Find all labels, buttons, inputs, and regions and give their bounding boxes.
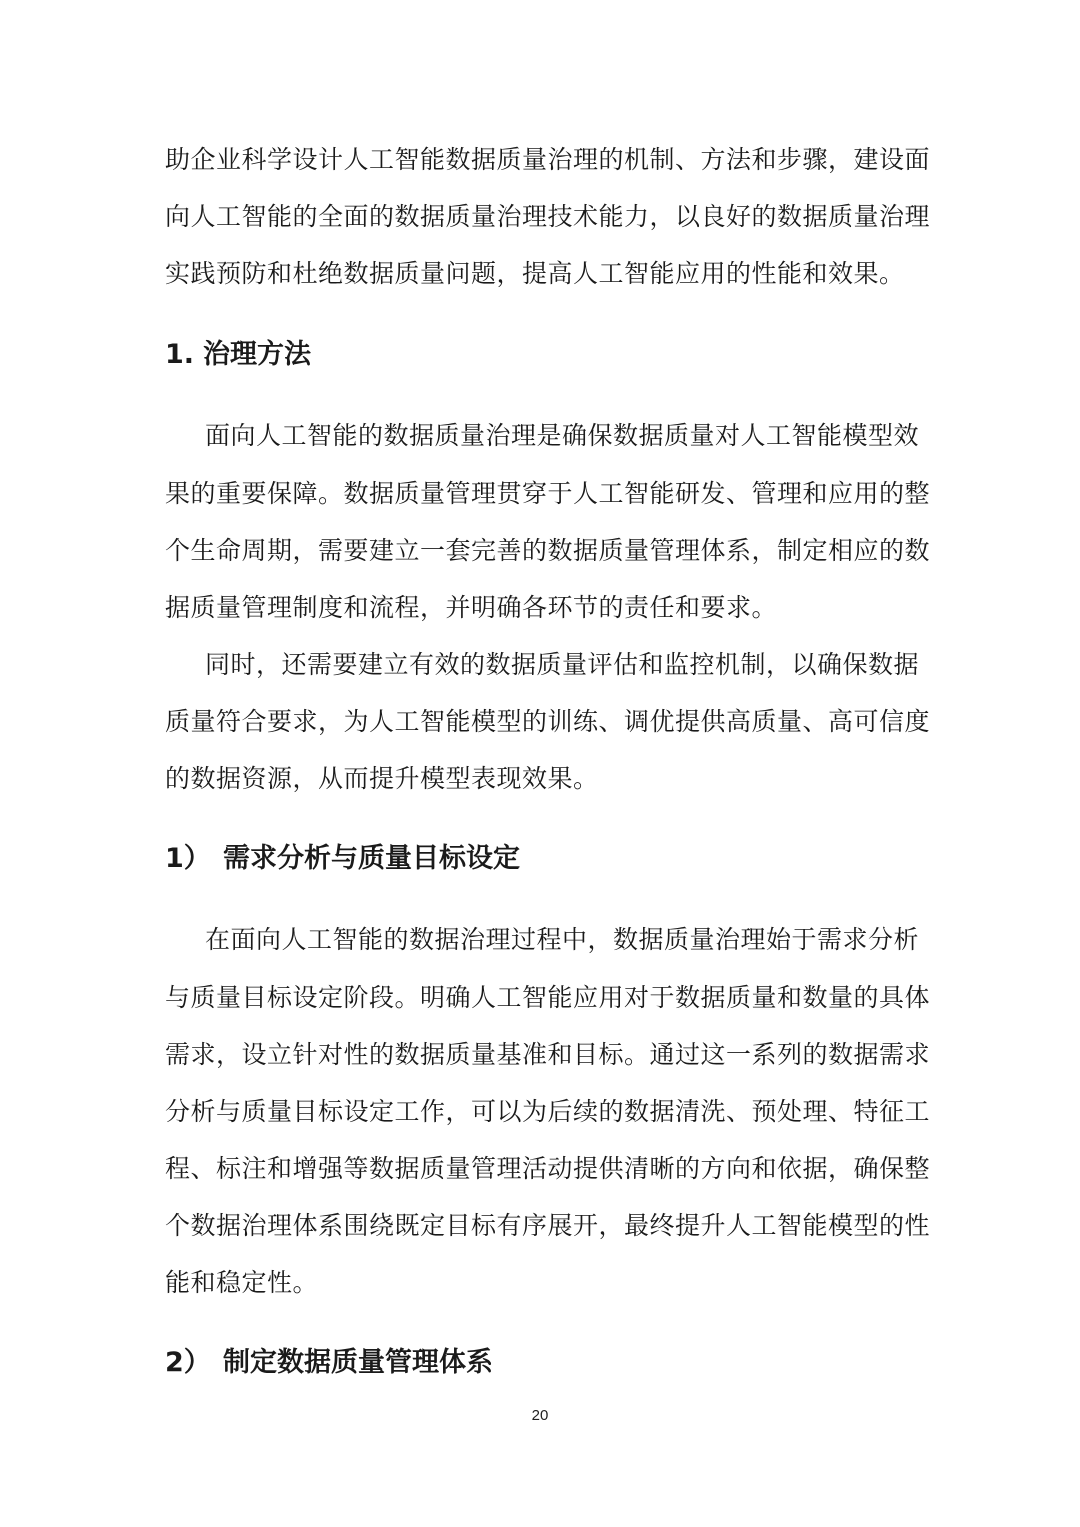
paragraph-line: 在面向人工智能的数据治理过程中，数据质量治理始于需求分析 bbox=[205, 925, 920, 954]
paragraph-line: 同时，还需要建立有效的数据质量评估和监控机制，以确保数据 bbox=[205, 650, 920, 679]
section-title: 治理方法 bbox=[203, 339, 311, 370]
paragraph-line: 实践预防和杜绝数据质量问题，提高人工智能应用的性能和效果。 bbox=[165, 259, 905, 288]
paragraph-line: 助企业科学设计人工智能数据质量治理的机制、方法和步骤，建设面 bbox=[165, 145, 931, 174]
subsection-number: 2） bbox=[165, 1347, 211, 1378]
subsection-number: 1） bbox=[165, 843, 211, 874]
page-number: 20 bbox=[531, 1407, 549, 1424]
paragraph-line: 与质量目标设定阶段。明确人工智能应用对于数据质量和数量的具体 bbox=[165, 983, 931, 1012]
subsection-heading bbox=[165, 1347, 493, 1379]
paragraph-line: 据质量管理制度和流程，并明确各环节的责任和要求。 bbox=[165, 593, 778, 622]
paragraph-line: 程、标注和增强等数据质量管理活动提供清晰的方向和依据，确保整 bbox=[165, 1154, 931, 1183]
paragraph-line: 果的重要保障。数据质量管理贯穿于人工智能研发、管理和应用的整 bbox=[165, 479, 931, 508]
paragraph-line: 个生命周期，需要建立一套完善的数据质量管理体系，制定相应的数 bbox=[165, 536, 931, 565]
paragraph-line: 面向人工智能的数据质量治理是确保数据质量对人工智能模型效 bbox=[205, 421, 920, 450]
section-heading bbox=[165, 339, 311, 371]
paragraph-line: 质量符合要求，为人工智能模型的训练、调优提供高质量、高可信度 bbox=[165, 707, 931, 736]
subsection-heading bbox=[165, 843, 520, 875]
paragraph-line: 的数据资源，从而提升模型表现效果。 bbox=[165, 764, 599, 793]
paragraph-line: 向人工智能的全面的数据质量治理技术能力，以良好的数据质量治理 bbox=[165, 202, 931, 231]
paragraph-line: 个数据治理体系围绕既定目标有序展开，最终提升人工智能模型的性 bbox=[165, 1211, 931, 1240]
paragraph-line: 需求，设立针对性的数据质量基准和目标。通过这一系列的数据需求 bbox=[165, 1040, 931, 1069]
subsection-title: 需求分析与质量目标设定 bbox=[223, 843, 520, 874]
subsection-title: 制定数据质量管理体系 bbox=[223, 1347, 493, 1378]
paragraph-line: 能和稳定性。 bbox=[165, 1268, 319, 1297]
section-number: 1. bbox=[165, 339, 195, 370]
paragraph-line: 分析与质量目标设定工作，可以为后续的数据清洗、预处理、特征工 bbox=[165, 1097, 931, 1126]
